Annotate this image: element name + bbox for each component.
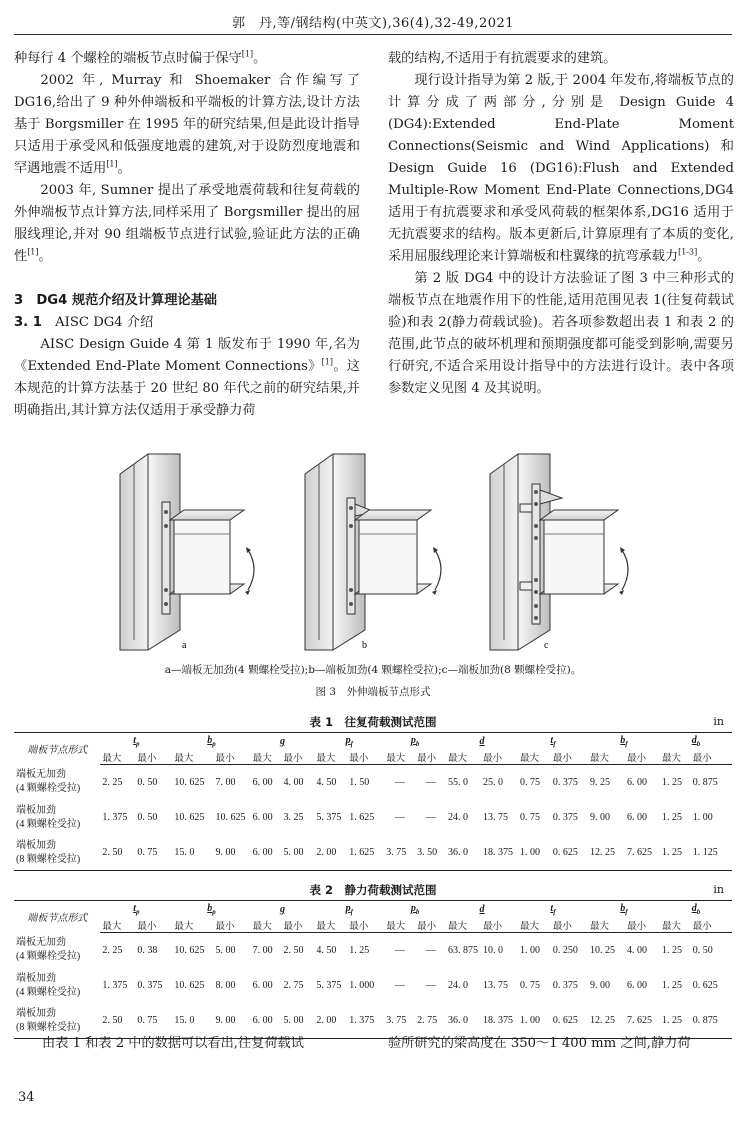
- panel-label-c: c: [544, 640, 549, 651]
- table-cell: 4. 00: [626, 945, 647, 956]
- param-header: $d_b$: [660, 733, 732, 750]
- max-header: 最大: [251, 749, 282, 765]
- min-header: 最小: [415, 917, 446, 933]
- table-cell: 25. 0: [482, 777, 503, 788]
- max-header: 最大: [660, 749, 691, 765]
- table-cell: 2. 00: [314, 835, 347, 871]
- table-cell: 12. 25: [588, 1003, 625, 1039]
- table-cell: 2. 50: [100, 1003, 135, 1039]
- max-header: 最大: [251, 917, 282, 933]
- panel-a: [120, 454, 254, 650]
- table-cell: 1. 25: [660, 835, 691, 871]
- max-header: 最大: [100, 749, 135, 765]
- figure-caption: a—端板无加劲(4 颗螺栓受拉);b—端板加劲(4 颗螺栓受拉);c—端板加劲(8 颗螺栓受拉)。: [164, 664, 582, 676]
- table-cell: —: [394, 945, 405, 956]
- table-cell: 36. 0: [446, 835, 481, 871]
- param-header: $t_f$: [518, 901, 588, 918]
- subsection-heading: 3. 1 AISC DG4 介绍: [14, 315, 154, 330]
- table-cell: 1. 00: [518, 1003, 551, 1039]
- table-cell: 0. 625: [692, 980, 718, 991]
- table-cell: 0. 625: [551, 835, 588, 871]
- table-cell: 1. 375: [102, 980, 128, 991]
- min-header: 最小: [691, 749, 732, 765]
- section-heading: 3 DG4 规范介绍及计算理论基础: [14, 293, 217, 308]
- min-header: 最小: [691, 917, 732, 933]
- max-header: 最大: [172, 917, 213, 933]
- table-cell: 1. 00: [520, 945, 540, 956]
- param-header: $b_f$: [588, 901, 660, 918]
- min-header: 最小: [135, 917, 172, 933]
- table-cell: 10. 625: [174, 980, 205, 991]
- min-header: 最小: [625, 749, 660, 765]
- table-cell: —: [394, 980, 405, 991]
- max-header: 最大: [588, 749, 625, 765]
- table-cell: 0. 75: [520, 980, 540, 991]
- table-cell: 3. 75: [384, 835, 415, 871]
- table-cell: 0. 50: [692, 945, 713, 956]
- param-header: $t_f$: [518, 733, 588, 750]
- table-cell: 9. 00: [214, 1003, 251, 1039]
- table-cell: 1. 25: [661, 812, 682, 823]
- table-cell: 7. 00: [215, 777, 236, 788]
- running-header: 郭 丹,等/钢结构(中英文),36(4),32-49,2021: [231, 16, 515, 31]
- max-header: 最大: [100, 917, 135, 933]
- table-cell: 3. 25: [283, 812, 304, 823]
- table-cell: —: [425, 777, 436, 788]
- min-header: 最小: [415, 749, 446, 765]
- table-cell: 15. 0: [172, 835, 213, 871]
- table-cell: 3. 50: [415, 835, 446, 871]
- table-cell: —: [425, 812, 436, 823]
- row-header: 端板节点形式: [14, 733, 100, 765]
- header-rule: [14, 34, 732, 35]
- table-cell: 2. 75: [283, 980, 304, 991]
- table-cell: 7. 625: [625, 835, 660, 871]
- table-cell: 2. 25: [102, 945, 123, 956]
- table-cell: 0. 375: [137, 980, 163, 991]
- table-cell: 4. 50: [316, 945, 337, 956]
- param-header: g: [251, 733, 315, 750]
- table-cell: 24. 0: [448, 980, 468, 991]
- table-cell: 2. 00: [314, 1003, 347, 1039]
- table-cell: 10. 25: [589, 945, 615, 956]
- max-header: 最大: [588, 917, 625, 933]
- table-cell: 7. 00: [252, 945, 273, 956]
- param-header: $d_b$: [660, 901, 732, 918]
- min-header: 最小: [347, 749, 384, 765]
- table-cell: 1. 625: [347, 835, 384, 871]
- row-label: 端板加劲 (8 颗螺栓受拉): [14, 835, 100, 871]
- table2: [14, 900, 732, 1039]
- min-header: 最小: [481, 917, 518, 933]
- table-cell: 6. 00: [251, 835, 282, 871]
- param-header: $b_p$: [172, 901, 250, 918]
- max-header: 最大: [660, 917, 691, 933]
- table-cell: 0. 38: [137, 945, 158, 956]
- table-cell: 0. 75: [520, 812, 540, 823]
- table-cell: 15. 0: [172, 1003, 213, 1039]
- table-cell: —: [394, 812, 405, 823]
- min-header: 最小: [551, 917, 588, 933]
- table-cell: 4. 50: [316, 777, 337, 788]
- table-cell: 0. 250: [552, 945, 578, 956]
- table2-title: 表 2 静力荷载测试范围: [309, 883, 437, 897]
- table2-unit: in: [713, 883, 724, 896]
- table1: [14, 732, 732, 871]
- paragraph: AISC Design Guide 4 第 1 版发布于 1990 年,名为《Extended End-Plate Moment Connections》[1]。这本规范的计算方法基于 20 世纪 80 年代之前的研究结果,并明确指出,其计算方法仅适用于承受静力荷: [14, 337, 360, 418]
- table-cell: 55. 0: [448, 777, 468, 788]
- param-header: $b_f$: [588, 733, 660, 750]
- page-number: 34: [18, 1090, 35, 1105]
- table-cell: 8. 00: [215, 980, 236, 991]
- table-cell: 1. 25: [661, 980, 682, 991]
- table-cell: 0. 375: [552, 980, 578, 991]
- table-cell: 10. 625: [174, 777, 205, 788]
- param-header: $p_b$: [384, 901, 446, 918]
- table-cell: 0. 625: [551, 1003, 588, 1039]
- table-cell: 7. 625: [625, 1003, 660, 1039]
- param-header: $b_p$: [172, 733, 250, 750]
- table-cell: 6. 00: [252, 812, 273, 823]
- param-header: $p_f$: [314, 733, 384, 750]
- paragraph-continued-left: 由表 1 和表 2 中的数据可以看出,往复荷载试: [42, 1036, 304, 1051]
- param-header: g: [251, 901, 315, 918]
- paragraph: 种每行 4 个螺栓的端板节点时偏于保守[1]。: [14, 49, 267, 66]
- table-cell: 0. 875: [692, 777, 718, 788]
- table-cell: 3. 75: [384, 1003, 415, 1039]
- table-cell: 1. 625: [349, 812, 375, 823]
- table-cell: 13. 75: [482, 812, 508, 823]
- max-header: 最大: [446, 749, 481, 765]
- table-cell: 0. 375: [552, 777, 578, 788]
- table-cell: 5. 00: [281, 1003, 314, 1039]
- row-label: 端板加劲 (4 颗螺栓受拉): [16, 972, 81, 998]
- table-cell: 1. 50: [349, 777, 370, 788]
- param-header: d: [446, 733, 518, 750]
- table-cell: 6. 00: [626, 812, 647, 823]
- param-header: $p_b$: [384, 733, 446, 750]
- min-header: 最小: [551, 749, 588, 765]
- max-header: 最大: [314, 917, 347, 933]
- table-cell: 0. 75: [135, 1003, 172, 1039]
- max-header: 最大: [314, 749, 347, 765]
- table-cell: 1. 00: [692, 812, 713, 823]
- min-header: 最小: [214, 749, 251, 765]
- table1-title: 表 1 往复荷载测试范围: [309, 715, 437, 729]
- table-cell: 10. 625: [174, 945, 205, 956]
- min-header: 最小: [625, 917, 660, 933]
- min-header: 最小: [214, 917, 251, 933]
- table-cell: 4. 00: [283, 777, 304, 788]
- table-cell: 10. 0: [482, 945, 503, 956]
- table-cell: 10. 625: [215, 812, 246, 823]
- table-cell: —: [394, 777, 405, 788]
- min-header: 最小: [347, 917, 384, 933]
- panel-c: [490, 454, 628, 650]
- table-cell: 0. 375: [552, 812, 578, 823]
- table-cell: 1. 25: [660, 1003, 691, 1039]
- table-cell: 1. 000: [349, 980, 375, 991]
- panel-label-b: b: [362, 640, 367, 651]
- figure-title: 图 3 外伸端板节点形式: [315, 686, 431, 698]
- row-header: 端板节点形式: [14, 901, 100, 933]
- max-header: 最大: [518, 917, 551, 933]
- table-row: [14, 835, 732, 871]
- max-header: 最大: [384, 749, 415, 765]
- table1-unit: in: [713, 715, 724, 728]
- max-header: 最大: [518, 749, 551, 765]
- table-cell: 0. 50: [137, 777, 158, 788]
- max-header: 最大: [384, 917, 415, 933]
- table-cell: 6. 00: [626, 980, 647, 991]
- table-cell: 6. 00: [626, 777, 647, 788]
- table-cell: 1. 25: [661, 945, 682, 956]
- table-cell: 24. 0: [448, 812, 468, 823]
- table-cell: 1. 00: [518, 835, 551, 871]
- max-header: 最大: [446, 917, 481, 933]
- paragraph: 2002 年, Murray 和 Shoemaker 合作编写了 DG16,给出了 9 种外伸端板和平端板的计算方法,设计方法基于 Borgsmiller 在 1995 年的研究结果,但是此设计指导只适用于承受风和低强度地震的建筑,对于设防烈度地震和罕遇地震不适用[1]。: [14, 73, 360, 176]
- param-header: d: [446, 901, 518, 918]
- table-cell: 2. 25: [102, 777, 123, 788]
- min-header: 最小: [481, 749, 518, 765]
- param-header: $p_f$: [314, 901, 384, 918]
- table-row: [14, 800, 732, 835]
- table-cell: 18. 375: [481, 1003, 518, 1039]
- table-cell: 63. 875: [448, 945, 478, 956]
- table-cell: 1. 375: [102, 812, 128, 823]
- panel-label-a: a: [182, 640, 187, 651]
- paragraph: 现行设计指导为第 2 版,于 2004 年发布,将端板节点的计算分成了两部分,分别是 Design Guide 4 (DG4):Extended End-Plate Moment Connections(Seismic and Wind Applications) 和 Design Guide 16 (DG16):Flush and Extended Multiple-Row Moment End-Plate Connections,DG4 适用于有抗震要求和承受风荷载的框架体系,DG16 适用于无抗震要求的结构。版本更新后,计算原理有了本质的变化,采用屈服线理论来计算端板和柱翼缘的抗弯承载力[1-3]。: [388, 73, 734, 264]
- table-cell: 9. 00: [589, 980, 610, 991]
- right-column: [388, 48, 734, 400]
- param-header: $t_p$: [100, 733, 172, 750]
- min-header: 最小: [281, 749, 314, 765]
- table-cell: 9. 25: [589, 777, 610, 788]
- param-header: $t_p$: [100, 901, 172, 918]
- table-cell: 0. 875: [691, 1003, 732, 1039]
- row-label: 端板无加劲 (4 颗螺栓受拉): [16, 769, 81, 795]
- row-label: 端板无加劲 (4 颗螺栓受拉): [16, 937, 81, 963]
- paragraph: 2003 年, Sumner 提出了承受地震荷载和往复荷载的外伸端板节点计算方法,同样采用了 Borgsmiller 提出的屈服线理论,并对 90 组端板节点进行试验,验证此方法的正确性[1]。: [14, 183, 360, 264]
- table-cell: 5. 375: [316, 812, 342, 823]
- table-cell: 10. 625: [174, 812, 205, 823]
- table-row: [14, 765, 732, 801]
- figure-3-drawing: [100, 446, 660, 656]
- paragraph-continued-right: 验所研究的梁高度在 350～1 400 mm 之间,静力荷: [388, 1036, 691, 1051]
- table-cell: 2. 50: [100, 835, 135, 871]
- table-cell: —: [425, 980, 436, 991]
- table-cell: 12. 25: [588, 835, 625, 871]
- paragraph: 第 2 版 DG4 中的设计方法验证了图 3 中三种形式的端板节点在地震作用下的性能,适用范围见表 1(往复荷载试验)和表 2(静力荷载试验)。若各项参数超出表 1 和表 2 的范围,此节点的破坏机理和预期强度都可能受到影响,需要另行研究,不适合采用设计指导中的方法进行设计。表中各项参数定义见图 4 及其说明。: [388, 271, 734, 396]
- table-cell: 0. 75: [520, 777, 540, 788]
- table-cell: 6. 00: [251, 1003, 282, 1039]
- max-header: 最大: [172, 749, 213, 765]
- min-header: 最小: [135, 749, 172, 765]
- table-cell: 36. 0: [446, 1003, 481, 1039]
- table-row: [14, 968, 732, 1003]
- table-cell: 13. 75: [482, 980, 508, 991]
- paragraph: 载的结构,不适用于有抗震要求的建筑。: [388, 51, 617, 66]
- figure-3: [100, 446, 660, 656]
- table-cell: 5. 375: [316, 980, 342, 991]
- table-cell: —: [425, 945, 436, 956]
- min-header: 最小: [281, 917, 314, 933]
- table-row: [14, 933, 732, 969]
- table-cell: 1. 375: [347, 1003, 384, 1039]
- table-cell: 6. 00: [252, 980, 273, 991]
- table-cell: 0. 50: [137, 812, 158, 823]
- left-column: [14, 48, 360, 422]
- panel-b: [305, 454, 441, 650]
- table-cell: 18. 375: [481, 835, 518, 871]
- table-cell: 2. 75: [415, 1003, 446, 1039]
- table-cell: 9. 00: [589, 812, 610, 823]
- table-cell: 5. 00: [281, 835, 314, 871]
- table-cell: 0. 75: [135, 835, 172, 871]
- table-cell: 6. 00: [252, 777, 273, 788]
- table-cell: 1. 25: [661, 777, 682, 788]
- table-cell: 5. 00: [215, 945, 236, 956]
- table-cell: 9. 00: [214, 835, 251, 871]
- table-cell: 2. 50: [283, 945, 304, 956]
- table-cell: 1. 125: [691, 835, 732, 871]
- row-label: 端板加劲 (8 颗螺栓受拉): [14, 1003, 100, 1039]
- table-cell: 1. 25: [349, 945, 370, 956]
- row-label: 端板加劲 (4 颗螺栓受拉): [16, 804, 81, 830]
